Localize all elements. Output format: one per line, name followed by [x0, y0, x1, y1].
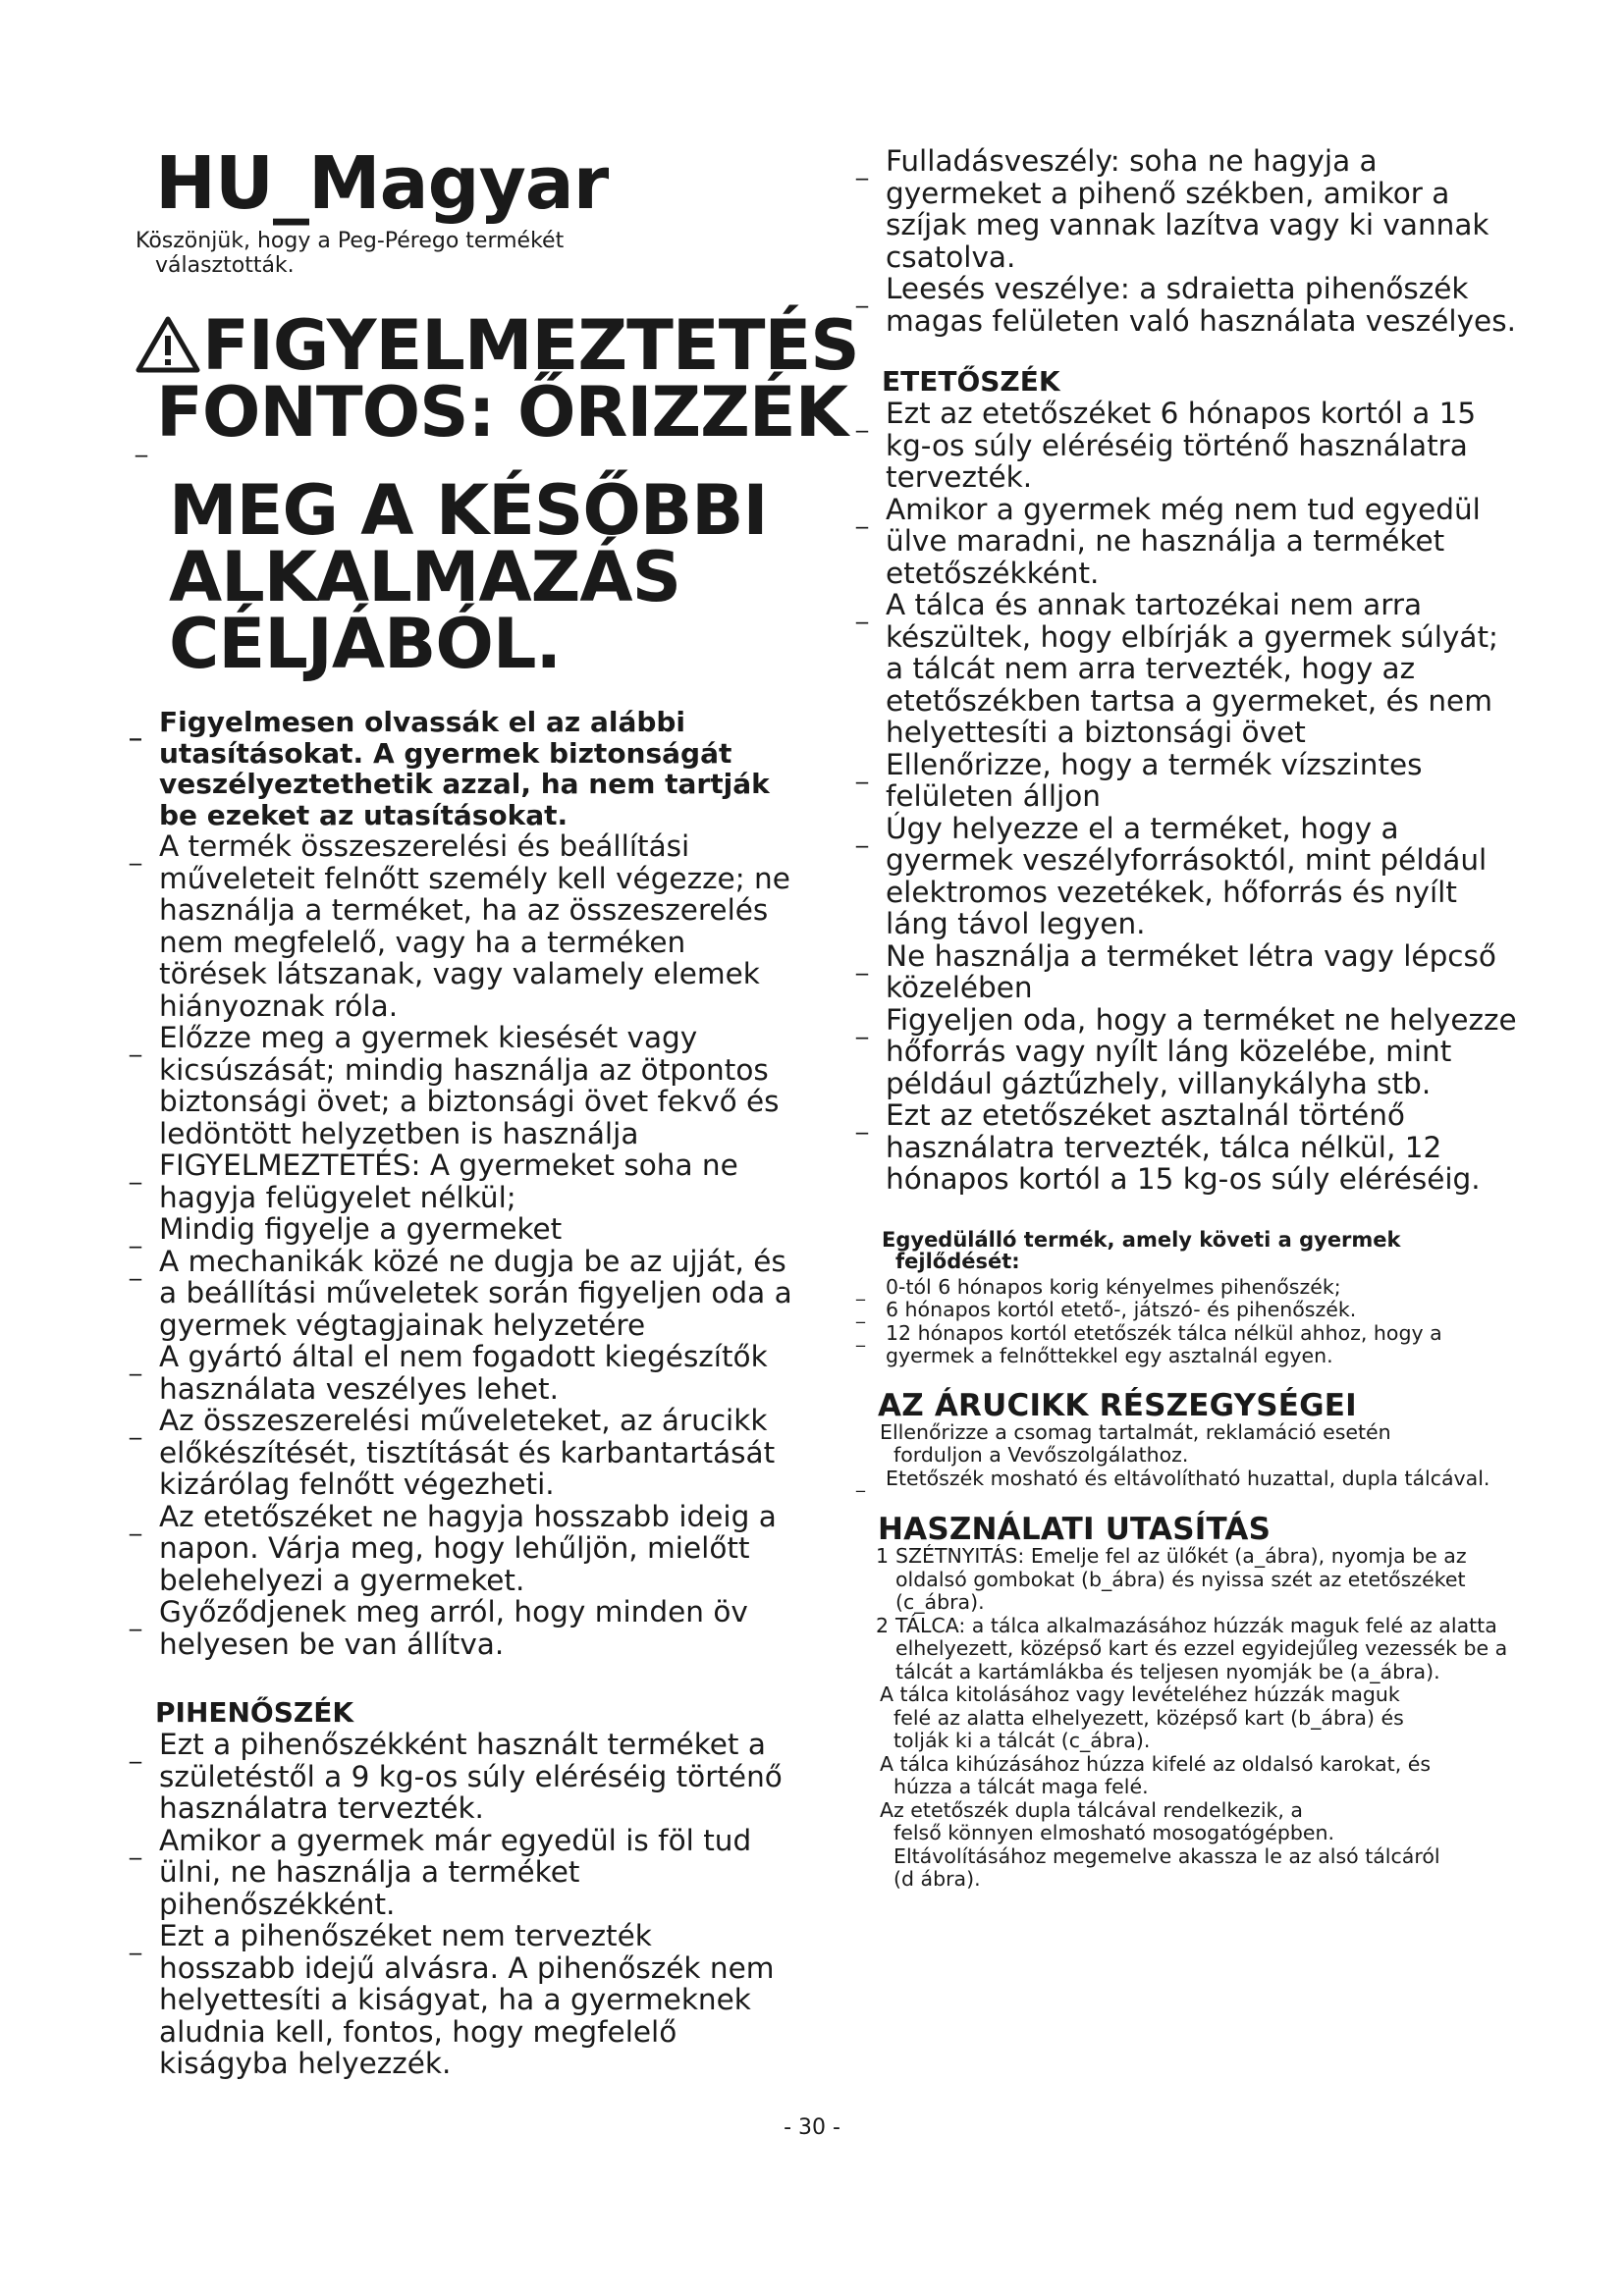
list-item-text: Ezt a pihenőszékként használt terméket a születéstől a 9 kg-os súly eléréséig történő használatra tervezték.	[159, 1728, 783, 1825]
list-item-text: Ellenőrizze, hogy a termék vízszintes felületen álljon	[886, 747, 1423, 813]
list-item: _ Figyeljen oda, hogy a terméket ne helyezze hőforrás vagy nyílt láng közelébe, mint például gáztűzhely, villanykályha stb.	[856, 1002, 1517, 1100]
list-item-text: Fulladásveszély: soha ne hagyja a gyermeket a pihenő székben, amikor a szíjak meg vannak lazítva vagy ki vannak csatolva.	[886, 144, 1489, 274]
thanks-text	[135, 229, 685, 278]
hazard-bullet-list	[852, 145, 1520, 337]
warning-line	[135, 305, 859, 386]
usage-paragraph	[852, 1799, 1520, 1892]
list-item: _ A tálca és annak tartozékai nem arra készültek, hogy elbírják a gyermek súlyát; a tálcát nem arra tervezték, hogy az etetőszékben tartsa a gyermeket, és nem helyettesíti a biztonsági övet	[856, 588, 1498, 749]
list-item: _ Győződjenek meg arról, hogy minden öv helyesen be van állítva.	[130, 1595, 748, 1661]
list-item: _ Ellenőrizze, hogy a termék vízszintes felületen álljon	[856, 747, 1423, 813]
list-item-text: Ezt az etetőszéket asztalnál történő használatra tervezték, tálca nélkül, 12 hónapos kortól a 15 kg-os súly eléréséig.	[886, 1098, 1481, 1196]
list-item: _ Fulladásveszély: soha ne hagyja a gyermeket a pihenő székben, amikor a szíjak meg vannak lazítva vagy ki vannak csatolva.	[856, 144, 1489, 274]
left-column	[126, 707, 793, 2080]
parts-line: Ellenőrizze a csomag tartalmát, reklamáció esetén	[880, 1419, 1391, 1444]
list-item: _ Ne használja a terméket létra vagy lépcső közelében	[856, 938, 1496, 1004]
section-heading-etetoszek: ETETŐSZÉK	[882, 365, 1060, 398]
list-item-text: Amikor a gyermek még nem tud egyedül ülve maradni, ne használja a terméket etetőszékként.	[886, 492, 1481, 590]
list-item: _ Amikor a gyermek már egyedül is föl tud ülni, ne használja a terméket pihenőszékként.	[130, 1823, 752, 1921]
list-item-text: Győződjenek meg arról, hogy minden öv helyesen be van állítva.	[159, 1595, 748, 1661]
parts-paragraph	[852, 1421, 1520, 1468]
usage-line: A tálca kitolásához vagy levételéhez húzzák maguk	[880, 1682, 1400, 1706]
list-item-text: Figyeljen oda, hogy a terméket ne helyezze hőforrás vagy nyílt láng közelébe, mint például gáztűzhely, villanykályha stb.	[886, 1002, 1517, 1100]
list-item: _ Az etetőszéket ne hagyja hosszabb ideig a napon. Várja meg, hogy lehűljön, mielőtt belehelyezi a gyermeket.	[130, 1499, 777, 1597]
right-column	[852, 145, 1520, 1892]
list-item-text: A termék összeszerelési és beállítási műveleteit felnőtt személy kell végezze; ne használja a terméket, ha az összeszerelés nem megfelelő, vagy ha a terméken törések látszanak, vagy valamely elemek hiányoznak róla.	[159, 829, 790, 1023]
warning-title: FIGYELMEZTETÉS	[202, 305, 859, 386]
parts-line: forduljon a Vevőszolgálathoz.	[893, 1443, 1189, 1467]
list-item: _ FIGYELMEZTETÉS: A gyermeket soha ne hagyja felügyelet nélkül;	[130, 1148, 738, 1214]
usage-line: A tálca kihúzásához húzza kifelé az oldalsó karokat, és	[880, 1751, 1432, 1776]
step-text: TÁLCA: a tálca alkalmazásához húzzák maguk felé az alatta elhelyezett, középső kart és ezzel egyidejűleg vezessék be a tálcát a kartámlákba és teljesen nyomják be (a_ábra).	[895, 1613, 1508, 1683]
step-text: SZÉTNYITÁS: Emelje fel az ülőkét (a_ábra), nyomja be az oldalsó gombokat (b_ábra) és nyissa szét az etetőszéket (c_ábra).	[895, 1544, 1467, 1614]
list-item: _ Leesés veszélye: a sdraietta pihenőszék magas felületen való használata veszélyes.	[856, 272, 1516, 338]
list-item: _ A termék összeszerelési és beállítási műveleteit felnőtt személy kell végezze; ne használja a terméket, ha az összeszerelés nem megfelelő, vagy ha a terméken törések látszanak, vagy valamely elemek hiányoznak róla.	[130, 829, 790, 1023]
list-item-text: Amikor a gyermek már egyedül is föl tud ülni, ne használja a terméket pihenőszékként.	[159, 1823, 752, 1921]
list-item-text: Mindig figyelje a gyermeket	[159, 1212, 563, 1246]
etetoszek-bullet-list	[852, 398, 1520, 1196]
pihenoszek-bullet-list	[126, 1729, 793, 2080]
list-item-text: 6 hónapos kortól etető-, játszó- és pihenőszék.	[886, 1298, 1357, 1321]
list-item-text: Úgy helyezze el a terméket, hogy a gyermek veszélyforrásoktól, mint például elektromos vezetékek, hőforrás és nyílt láng távol legyen.	[886, 811, 1488, 940]
list-item-text: 12 hónapos kortól etetőszék tálca nélkül ahhoz, hogy a gyermek a felnőttekkel egy asztalnál egyen.	[886, 1320, 1442, 1367]
list-item-text: A mechanikák közé ne dugja be az ujját, és a beállítási műveletek során figyeljen oda a gyermek végtagjainak helyzetére	[159, 1244, 792, 1342]
usage-line: (d ábra).	[893, 1867, 981, 1891]
warning-line: $_{\_}$ FONTOS: ŐRIZZÉK	[135, 372, 847, 457]
list-item-text: A tálca és annak tartozékai nem arra készültek, hogy elbírják a gyermek súlyát; a tálcát nem arra tervezték, hogy az etetőszékben tartsa a gyermeket, és nem helyettesíti a biztonsági övet	[886, 588, 1498, 749]
warning-line: CÉLJÁBÓL.	[169, 604, 562, 684]
safety-bullet-list	[126, 707, 793, 1660]
list-item-text: Előzze meg a gyermek kiesését vagy kicsúszását; mindig használja az ötpontos biztonsági övet; a biztonsági övet fekvő és ledöntött helyzetben is használja	[159, 1021, 780, 1150]
list-item: _ A gyártó által el nem fogadott kiegészítők használata veszélyes lehet.	[130, 1340, 768, 1406]
usage-line: Eltávolításához megemelve akassza le az alsó tálcáról	[893, 1843, 1440, 1868]
usage-line: tolják ki a tálcát (c_ábra).	[893, 1729, 1151, 1752]
stages-list	[852, 1276, 1520, 1368]
usage-step	[852, 1545, 1520, 1615]
warning-text: FONTOS: ŐRIZZÉK	[156, 372, 847, 453]
usage-paragraph	[852, 1683, 1520, 1753]
usage-line: felső könnyen elmosható mosogatógépben.	[893, 1821, 1334, 1844]
list-item: _ Ezt a pihenőszékként használt terméket a születéstől a 9 kg-os súly eléréséig történő használatra tervezték.	[130, 1728, 783, 1825]
step-number: 2	[876, 1613, 890, 1637]
list-item: _ A mechanikák közé ne dugja be az ujját, és a beállítási műveletek során figyeljen oda a gyermek végtagjainak helyzetére	[130, 1244, 792, 1342]
page-title: HU_Magyar	[155, 141, 609, 226]
stages-title-line: fejlődését:	[895, 1249, 1020, 1273]
warning-line: MEG A KÉSŐBBI	[169, 470, 768, 551]
usage-step	[852, 1615, 1520, 1684]
section-heading-usage: HASZNÁLATI UTASÍTÁS	[878, 1512, 1272, 1547]
usage-paragraph	[852, 1753, 1520, 1799]
list-item-text: Az etetőszéket ne hagyja hosszabb ideig a napon. Várja meg, hogy lehűljön, mielőtt belehelyezi a gyermeket.	[159, 1499, 777, 1597]
list-item: _ 0-tól 6 hónapos korig kényelmes pihenőszék;	[856, 1274, 1341, 1302]
list-item-text: Az összeszerelési műveleteket, az árucikk előkészítését, tisztítását és karbantartását kizárólag felnőtt végezheti.	[159, 1404, 776, 1501]
step-number: 1	[876, 1544, 890, 1568]
list-item-text: A gyártó által el nem fogadott kiegészítők használata veszélyes lehet.	[159, 1340, 768, 1406]
list-item: _ Úgy helyezze el a terméket, hogy a gyermek veszélyforrásoktól, mint például elektromos vezetékek, hőforrás és nyílt láng távol legyen.	[856, 811, 1488, 940]
thanks-line: Köszönjük, hogy a Peg-Pérego termékét	[135, 229, 565, 253]
list-item: _ Ezt az etetőszéket 6 hónapos kortól a 15 kg-os súly eléréséig történő használatra tervezték.	[856, 397, 1477, 494]
list-item-text: Etetőszék mosható és eltávolítható huzattal, dupla tálcával.	[886, 1466, 1490, 1490]
warning-line: ALKALMAZÁS	[169, 537, 680, 617]
warning-block	[135, 305, 859, 684]
list-item-text: Figyelmesen olvassák el az alábbi utasításokat. A gyermek biztonságát veszélyeztethetik azzal, ha nem tartják be ezeket az utasításokat.	[159, 706, 770, 831]
usage-line: felé az alatta elhelyezett, középső kart (b_ábra) és	[893, 1705, 1404, 1730]
usage-line: húzza a tálcát maga felé.	[893, 1775, 1149, 1798]
list-item-text: Ezt az etetőszéket 6 hónapos kortól a 15 kg-os súly eléréséig történő használatra tervezték.	[886, 397, 1477, 494]
list-item: _ 6 hónapos kortól etető-, játszó- és pihenőszék.	[856, 1298, 1357, 1324]
stages-title	[852, 1229, 1520, 1272]
list-item: _ Ezt az etetőszéket asztalnál történő használatra tervezték, tálca nélkül, 12 hónapos kortól a 15 kg-os súly eléréséig.	[856, 1098, 1481, 1196]
page-number: - 30 -	[784, 2115, 840, 2140]
list-item: _ Amikor a gyermek még nem tud egyedül ülve maradni, ne használja a terméket etetőszékként.	[856, 492, 1481, 590]
usage-line: Az etetőszék dupla tálcával rendelkezik, a	[880, 1797, 1303, 1822]
section-heading-pihenoszek: PIHENŐSZÉK	[155, 1696, 354, 1729]
list-item-text: Ezt a pihenőszéket nem tervezték hosszabb idejű alvásra. A pihenőszék nem helyettesíti a kiságyat, ha a gyermeknek aludnia kell, fontos, hogy megfelelő kiságyba helyezzék.	[159, 1919, 775, 2080]
section-heading-parts: AZ ÁRUCIKK RÉSZEGYSÉGEI	[878, 1387, 1357, 1423]
list-item: _ Etetőszék mosható és eltávolítható huzattal, dupla tálcával.	[856, 1466, 1490, 1493]
list-item: _ Ezt a pihenőszéket nem tervezték hosszabb idejű alvásra. A pihenőszék nem helyettesíti a kiságyat, ha a gyermeknek aludnia kell, fontos, hogy megfelelő kiságyba helyezzék.	[130, 1919, 775, 2080]
list-item-text: FIGYELMEZTETÉS: A gyermeket soha ne hagyja felügyelet nélkül;	[159, 1148, 738, 1214]
list-item-text: 0-tól 6 hónapos korig kényelmes pihenőszék;	[886, 1274, 1341, 1299]
list-item-text: Leesés veszélye: a sdraietta pihenőszék magas felületen való használata veszélyes.	[886, 272, 1516, 338]
warning-triangle-icon	[135, 316, 200, 373]
list-item: _ Az összeszerelési műveleteket, az árucikk előkészítését, tisztítását és karbantartását kizárólag felnőtt végezheti.	[130, 1404, 776, 1501]
stages-title-line: Egyedülálló termék, amely követi a gyermek	[882, 1227, 1401, 1252]
list-item-text: Ne használja a terméket létra vagy lépcső közelében	[886, 938, 1496, 1004]
thanks-line: választották.	[155, 253, 295, 278]
list-item: _ Figyelmesen olvassák el az alábbi utasításokat. A gyermek biztonságát veszélyeztethetik azzal, ha nem tartják be ezeket az utasításokat.	[130, 706, 770, 831]
list-item: _ Előzze meg a gyermek kiesését vagy kicsúszását; mindig használja az ötpontos biztonsági övet; a biztonsági övet fekvő és ledöntött helyzetben is használja	[130, 1021, 780, 1150]
list-item: _ Mindig figyelje a gyermeket	[130, 1212, 563, 1249]
list-item: _ 12 hónapos kortól etetőszék tálca nélkül ahhoz, hogy a gyermek a felnőttekkel egy asztalnál egyen.	[856, 1320, 1442, 1367]
